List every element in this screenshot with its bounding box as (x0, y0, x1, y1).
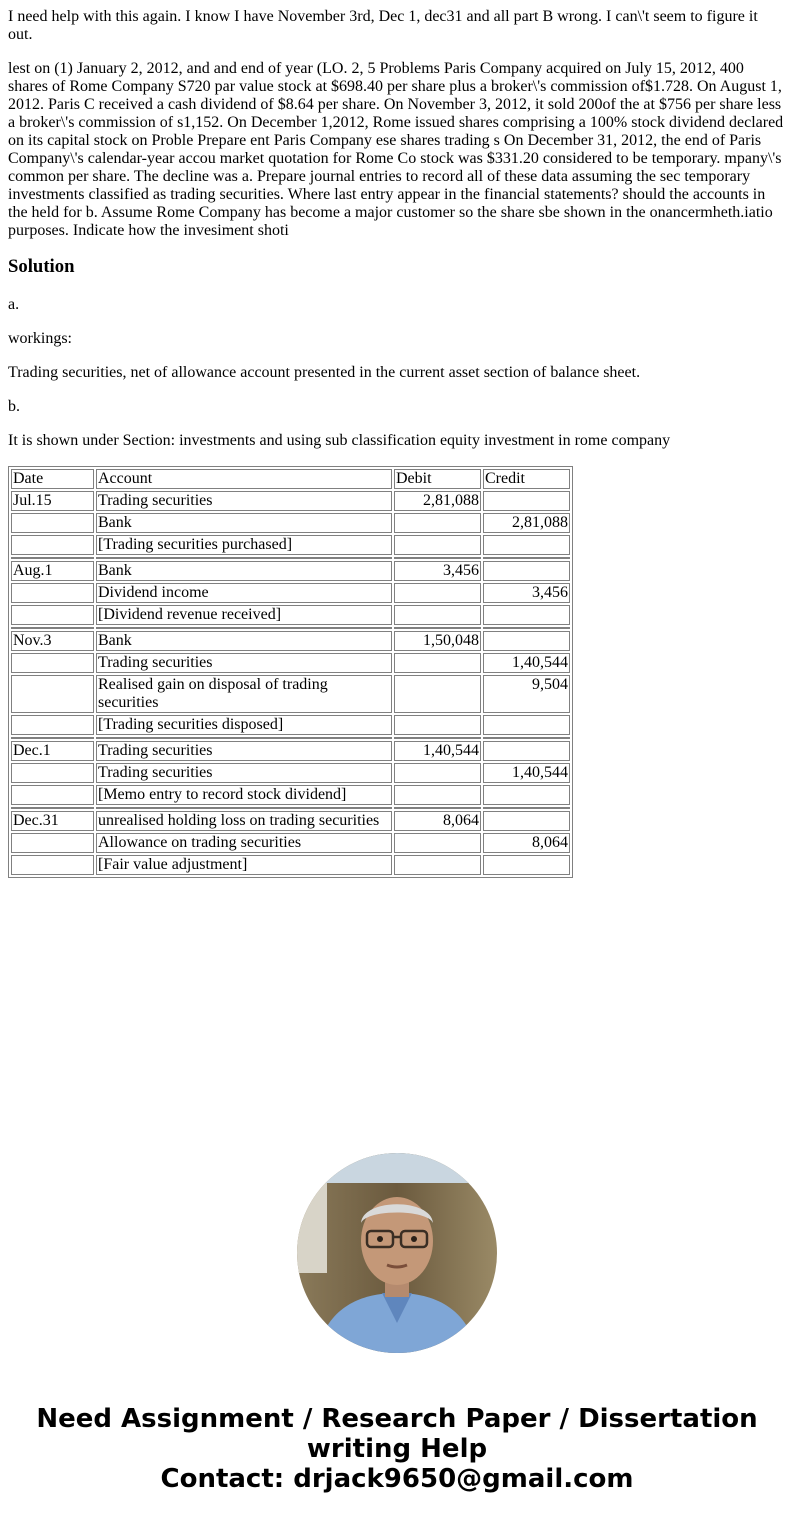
date-cell (11, 833, 94, 853)
credit-cell: 9,504 (483, 675, 570, 713)
separator-cell (11, 627, 94, 629)
credit-cell (483, 491, 570, 511)
journal-row (11, 513, 570, 533)
account-cell: [Dividend revenue received] (96, 605, 392, 625)
journal-table (8, 466, 573, 878)
date-cell: Aug.1 (11, 561, 94, 581)
journal-separator-row (11, 807, 570, 809)
part-a-text: Trading securities, net of allowance account presented in the current asset section of balance sheet. (8, 364, 641, 381)
journal-row (11, 675, 570, 713)
separator-cell (394, 627, 481, 629)
question-intro: I need help with this again. I know I have November 3rd, Dec 1, dec31 and all part B wrong. I can\'t seem to figure it out. (8, 8, 758, 43)
date-cell (11, 605, 94, 625)
author-avatar (297, 1153, 497, 1353)
separator-cell (11, 557, 94, 559)
credit-cell: 8,064 (483, 833, 570, 853)
date-cell (11, 513, 94, 533)
journal-separator-row (11, 627, 570, 629)
journal-row (11, 715, 570, 735)
footer-banner (0, 1404, 794, 1494)
separator-cell (483, 557, 570, 559)
part-b-label: b. (8, 398, 20, 415)
date-cell: Jul.15 (11, 491, 94, 511)
account-cell: Bank (96, 631, 392, 651)
date-cell: Dec.1 (11, 741, 94, 761)
date-cell (11, 653, 94, 673)
part-a-label: a. (8, 296, 20, 313)
separator-cell (483, 807, 570, 809)
header-account: Account (96, 469, 392, 489)
date-cell (11, 675, 94, 713)
separator-cell (96, 807, 392, 809)
debit-cell (394, 715, 481, 735)
journal-row (11, 561, 570, 581)
debit-cell (394, 605, 481, 625)
debit-cell (394, 763, 481, 783)
account-cell: [Trading securities purchased] (96, 535, 392, 555)
journal-row (11, 785, 570, 805)
account-cell: Trading securities (96, 741, 392, 761)
account-cell: Dividend income (96, 583, 392, 603)
debit-cell (394, 653, 481, 673)
separator-cell (11, 807, 94, 809)
account-cell: [Trading securities disposed] (96, 715, 392, 735)
date-cell: Dec.31 (11, 811, 94, 831)
separator-cell (11, 737, 94, 739)
credit-cell (483, 561, 570, 581)
footer-line-1: Need Assignment / Research Paper / Dissertation (36, 1404, 758, 1434)
header-credit: Credit (483, 469, 570, 489)
journal-row (11, 833, 570, 853)
journal-row (11, 605, 570, 625)
journal-row (11, 855, 570, 875)
debit-cell (394, 535, 481, 555)
debit-cell: 1,40,544 (394, 741, 481, 761)
account-cell: Trading securities (96, 653, 392, 673)
date-cell: Nov.3 (11, 631, 94, 651)
date-cell (11, 535, 94, 555)
date-cell (11, 763, 94, 783)
credit-cell (483, 741, 570, 761)
credit-cell (483, 715, 570, 735)
journal-row (11, 763, 570, 783)
credit-cell: 1,40,544 (483, 653, 570, 673)
account-cell: [Fair value adjustment] (96, 855, 392, 875)
journal-row (11, 491, 570, 511)
debit-cell: 1,50,048 (394, 631, 481, 651)
account-cell: Bank (96, 561, 392, 581)
account-cell: Trading securities (96, 763, 392, 783)
debit-cell: 3,456 (394, 561, 481, 581)
journal-row (11, 741, 570, 761)
header-date: Date (11, 469, 94, 489)
separator-cell (394, 807, 481, 809)
account-cell: Allowance on trading securities (96, 833, 392, 853)
date-cell (11, 855, 94, 875)
journal-row (11, 631, 570, 651)
solution-heading: Solution (8, 256, 75, 277)
footer-line-3: Contact: drjack9650@gmail.com (160, 1464, 634, 1494)
avatar-portrait-image (297, 1153, 497, 1353)
credit-cell: 2,81,088 (483, 513, 570, 533)
account-cell: Realised gain on disposal of trading securities (96, 675, 392, 713)
separator-cell (96, 627, 392, 629)
account-cell: [Memo entry to record stock dividend] (96, 785, 392, 805)
journal-body (11, 491, 570, 875)
debit-cell (394, 855, 481, 875)
credit-cell (483, 631, 570, 651)
part-b-text: It is shown under Section: investments and using sub classification equity investment in rome company (8, 432, 671, 449)
credit-cell: 3,456 (483, 583, 570, 603)
debit-cell (394, 675, 481, 713)
date-cell (11, 715, 94, 735)
debit-cell (394, 583, 481, 603)
debit-cell: 2,81,088 (394, 491, 481, 511)
journal-row (11, 583, 570, 603)
account-cell: Bank (96, 513, 392, 533)
credit-cell (483, 605, 570, 625)
journal-separator-row (11, 737, 570, 739)
debit-cell (394, 833, 481, 853)
separator-cell (483, 737, 570, 739)
credit-cell (483, 811, 570, 831)
credit-cell: 1,40,544 (483, 763, 570, 783)
footer-line-2: writing Help (306, 1434, 488, 1464)
account-cell: Trading securities (96, 491, 392, 511)
credit-cell (483, 535, 570, 555)
credit-cell (483, 785, 570, 805)
journal-row (11, 653, 570, 673)
credit-cell (483, 855, 570, 875)
date-cell (11, 583, 94, 603)
account-cell: unrealised holding loss on trading securities (96, 811, 392, 831)
workings-label: workings: (8, 330, 72, 347)
journal-row (11, 811, 570, 831)
journal-header-row (11, 469, 570, 489)
debit-cell (394, 513, 481, 533)
date-cell (11, 785, 94, 805)
journal-row (11, 535, 570, 555)
separator-cell (96, 557, 392, 559)
header-debit: Debit (394, 469, 481, 489)
debit-cell: 8,064 (394, 811, 481, 831)
separator-cell (96, 737, 392, 739)
separator-cell (394, 557, 481, 559)
separator-cell (483, 627, 570, 629)
document-content (8, 8, 786, 878)
separator-cell (394, 737, 481, 739)
question-body: lest on (1) January 2, 2012, and and end of year (LO. 2, 5 Problems Paris Company acquired on July 15, 2012, 400 shares of Rome Company S720 par value stock at $698.40 per share plus a broker\'s commission of$1.728. On August 1, 2012. Paris C received a cash dividend of $8.64 per share. On November 3, 2012, it sold 200of the at $756 per share less a broker\'s commission of s1,152. On December 1,2012, Rome issued shares comprising a 100% stock dividend declared on its capital stock on Proble Prepare ent Paris Company ese shares trading s On December 31, 2012, the end of Paris Company\'s calendar-year accou market quotation for Rome Co stock was $331.20 considered to be temporary. mpany\'s common per share. The decline was a. Prepare journal entries to record all of these data assuming the sec temporary investments classified as trading securities. Where last entry appear in the financial statements? should the accounts in the held for b. Assume Rome Company has become a major customer so the share sbe shown in the onancermheth.iatio purposes. Indicate how the invesiment shoti (8, 60, 784, 239)
journal-separator-row (11, 557, 570, 559)
debit-cell (394, 785, 481, 805)
